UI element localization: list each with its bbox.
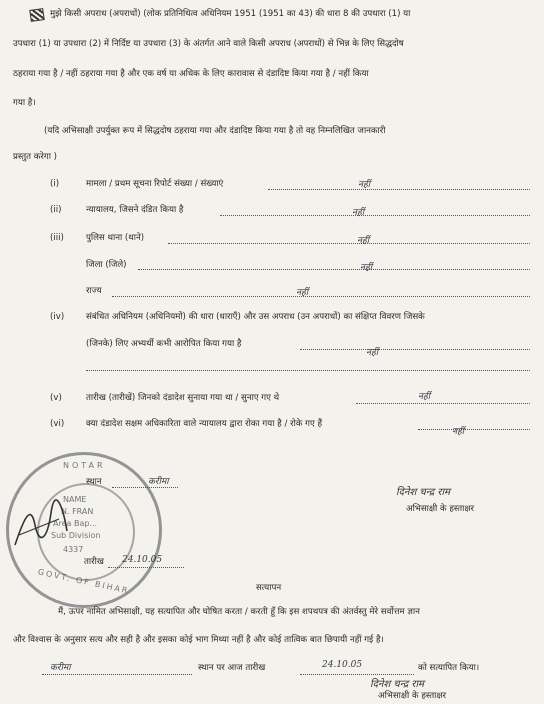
- item-i-label: मामला / प्रथम सूचना रिपोर्ट संख्या / संख्याएं: [86, 179, 224, 189]
- item-vi-line: [418, 429, 530, 430]
- verification-place: करीमा: [50, 663, 71, 673]
- seal-line-2: N. FRAN: [61, 507, 94, 516]
- para2-line2: प्रस्तुत करेगा ): [13, 152, 58, 162]
- place-label: स्थान: [86, 477, 102, 487]
- item-ii-line: [220, 215, 530, 216]
- para2-line1: (यदि अभिसाक्षी उपर्युक्त रूप में सिद्धदोष ठहराया गया और दंडादिष्ट किया गया है तो वह निम्नलिखित जानकारी: [44, 126, 386, 136]
- district-label: जिला (जिले): [86, 260, 127, 270]
- item-ii-label: न्यायालय, जिसने दंडित किया है: [86, 205, 184, 215]
- para1-line4: गया है।: [13, 98, 36, 108]
- verification-text-mid: स्थान पर आज तारीख: [198, 663, 266, 673]
- verification-text-end: को सत्यापित किया।: [418, 663, 480, 673]
- para1-line2: उपधारा (1) या उपधारा (2) में निर्दिष्ट या उपधारा (3) के अंतर्गत आने वाले किसी अपराध (अपराधों) से भिन्न के लिए सिद्धदोष: [13, 39, 404, 49]
- item-iv-label1: संबंधित अधिनियम (अधिनियमों) की धारा (धाराएँ) और उस अपराध (उन अपराधों) का संक्षिप्त विवरण जिसके: [86, 312, 425, 322]
- notary-seal: [6, 452, 162, 608]
- verification-place-line: [42, 674, 192, 675]
- para1-line3: ठहराया गया है / नहीं ठहराया गया है और एक वर्ष या अधिक के लिए कारावास से दंडादिष्ट किया गया है / नहीं किया: [13, 69, 369, 79]
- verification-date-line: [300, 674, 414, 675]
- item-iv-label2: (जिनके) लिए अभ्यर्थी कभी आरोपित किया गया है: [86, 339, 242, 349]
- date-value: 24.10.05: [122, 555, 163, 565]
- place-value: करीमा: [148, 477, 169, 487]
- item-iv-line2: [86, 370, 530, 371]
- item-iii-answer: नहीं: [357, 236, 370, 246]
- state-line: [112, 296, 530, 297]
- seal-line-4: Sub Division: [51, 531, 101, 540]
- signature-2-caption: अभिसाक्षी के हस्ताक्षर: [378, 691, 447, 701]
- item-iii-num: (iii): [50, 233, 64, 243]
- verification-heading: सत्यापन: [256, 583, 282, 593]
- verification-date: 24.10.05: [322, 660, 363, 670]
- place-line: [112, 487, 178, 488]
- verification-line1: मैं, ऊपर नामित अभिसाक्षी, यह सत्यापित और घोषित करता / करती हूँ कि इस शपथपत्र की अंतर्वस्तु मेरे सर्वोत्तम ज्ञान: [58, 607, 420, 617]
- state-label: राज्य: [86, 286, 102, 296]
- state-answer: नहीं: [296, 288, 309, 298]
- signature-1-caption: अभिसाक्षी के हस्ताक्षर: [406, 504, 475, 514]
- item-iv-num: (iv): [50, 312, 65, 322]
- item-v-label: तारीख (तारीखें) जिनको दंडादेश सुनाया गया था / सुनाए गए थे: [86, 393, 280, 403]
- seal-line-3: Area Bap...: [53, 519, 98, 528]
- item-v-line: [356, 403, 530, 404]
- item-iv-answer: नहीं: [366, 348, 379, 358]
- seal-line-5: 4337: [63, 545, 84, 554]
- signature-2: दिनेश चन्द्र राम: [370, 679, 425, 690]
- item-vi-label: क्या दंडादेश सक्षम अधिकारिता वाले न्यायालय द्वारा रोका गया है / रोके गए हैं: [86, 419, 323, 429]
- item-iv-line1: [300, 349, 530, 350]
- notary-signature-scribble: [11, 495, 71, 555]
- date-label: तारीख: [84, 557, 104, 567]
- verification-line2: और विश्वास के अनुसार सत्य और सही है और इसका कोई भाग मिथ्या नहीं है और कोई तात्विक बात छिपायी नहीं गई है।: [13, 635, 384, 645]
- seal-top-text: NOTAR: [63, 461, 106, 470]
- district-line: [138, 269, 530, 270]
- signature-1: दिनेश चन्द्र राम: [396, 487, 451, 498]
- seal-bottom-text: GOVT. OF BIHAR: [37, 567, 131, 596]
- seal-line-1: NAME: [63, 495, 87, 504]
- item-v-answer: नहीं: [418, 392, 431, 402]
- district-answer: नहीं: [360, 263, 373, 273]
- item-vi-num: (vi): [50, 419, 65, 429]
- item-iii-label: पुलिस थाना (थाने): [86, 233, 145, 243]
- item-i-answer: नहीं: [358, 180, 371, 190]
- item-v-num: (v): [50, 393, 62, 403]
- scribble-mark: [29, 8, 45, 22]
- item-iii-line: [168, 243, 530, 244]
- item-ii-answer: नहीं: [352, 208, 365, 218]
- item-i-num: (i): [50, 179, 60, 189]
- item-ii-num: (ii): [50, 205, 62, 215]
- date-line: [108, 567, 184, 568]
- para1-line1: मुझे किसी अपराध (अपराधों) (लोक प्रतिनिधित्व अधिनियम 1951 (1951 का 43) की धारा 8 की उपधारा (1) या: [50, 9, 411, 19]
- item-vi-answer: नहीं: [452, 427, 465, 437]
- item-i-line: [268, 189, 530, 190]
